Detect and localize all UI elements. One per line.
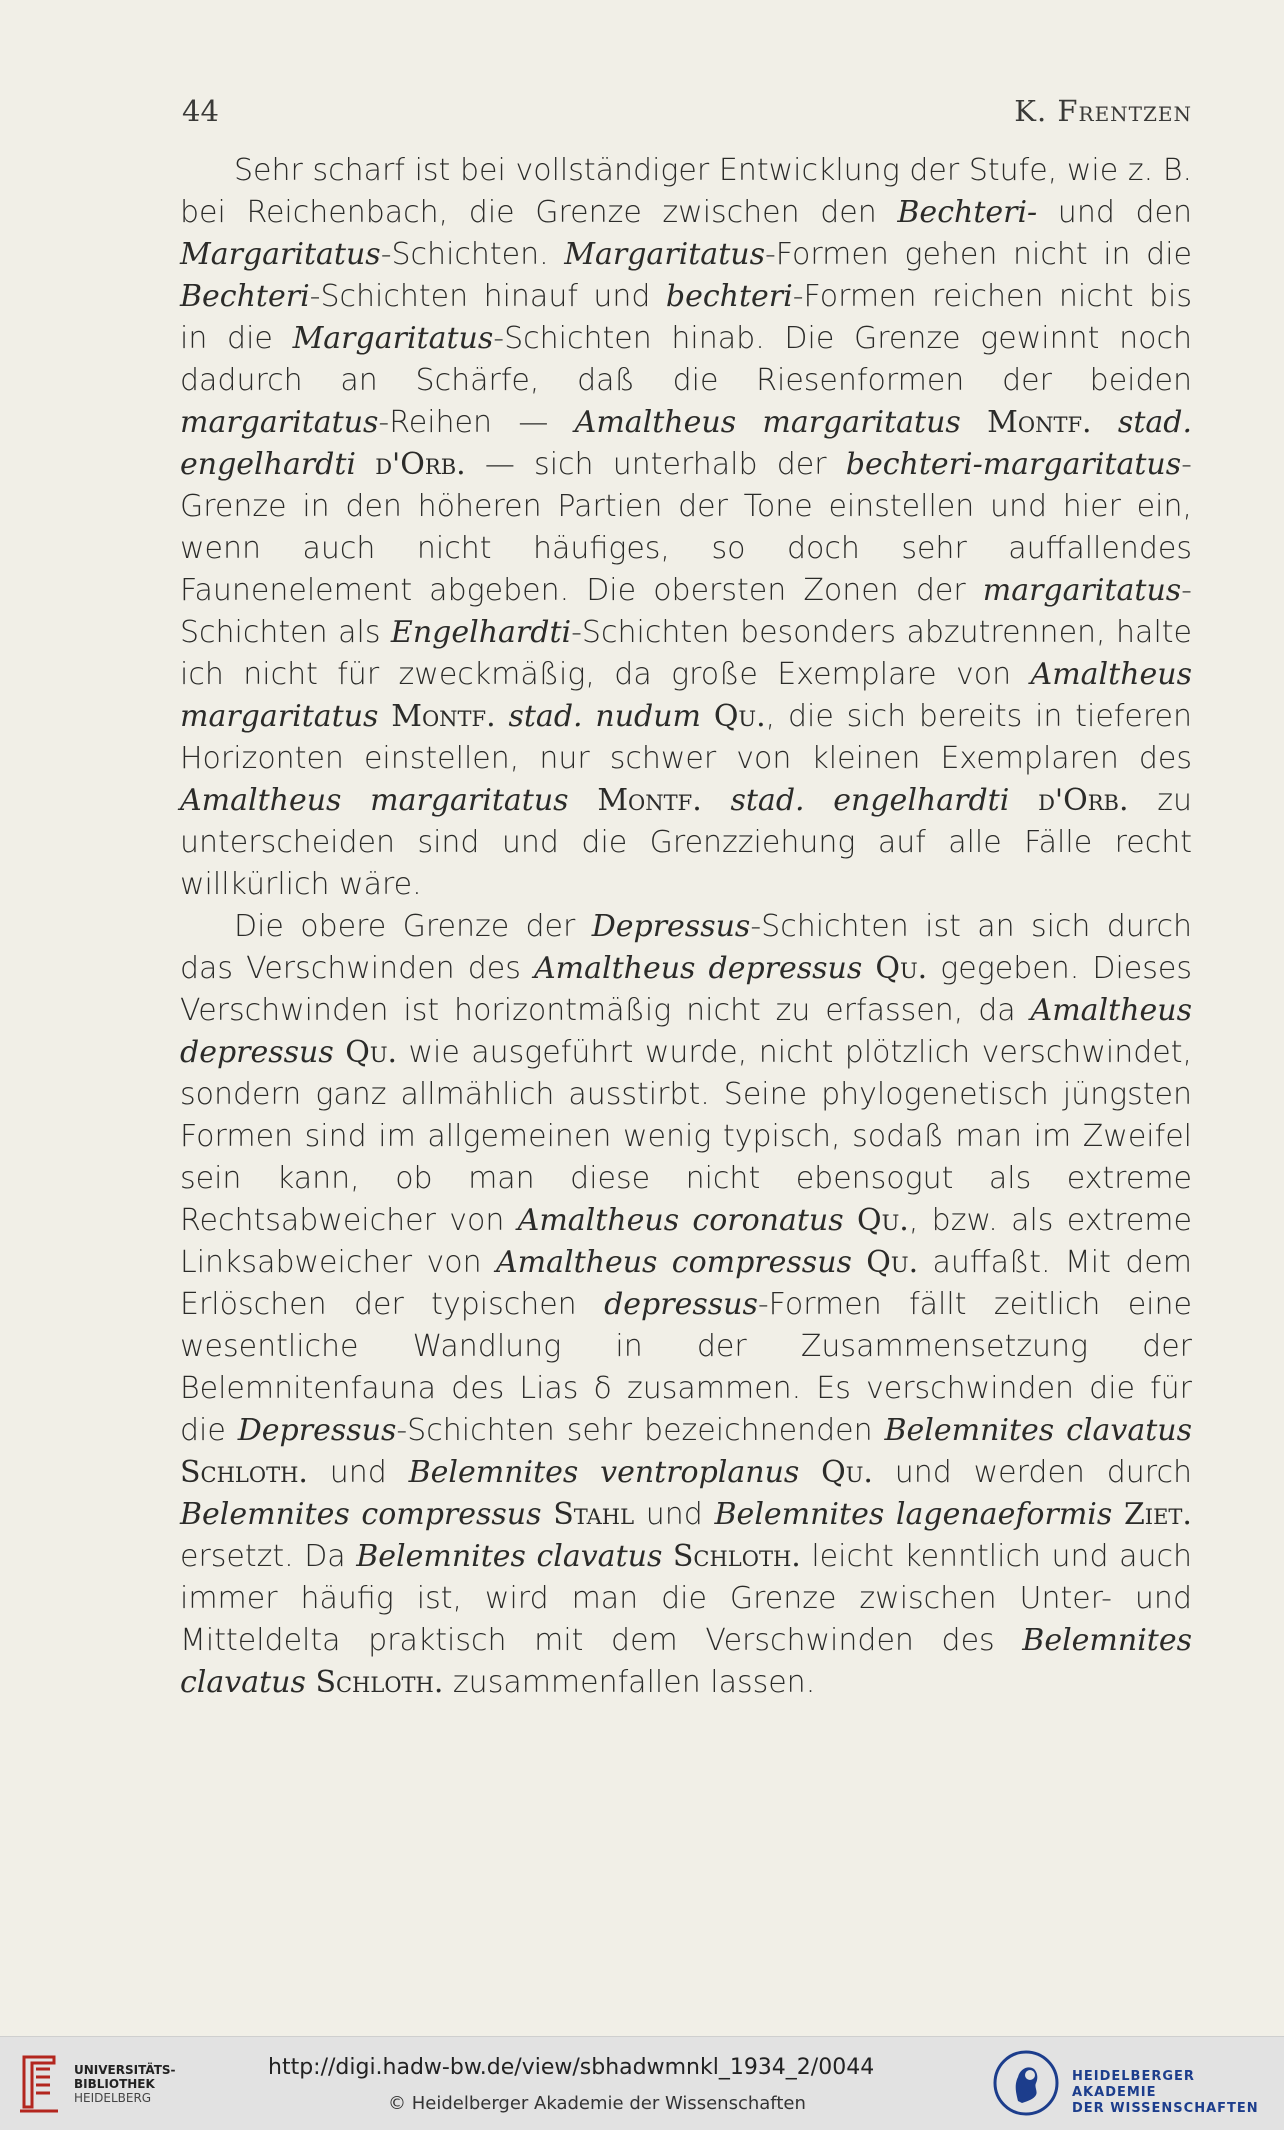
- text-run: , die sich bereits in tieferen Horizonten einstellen, nur schwer von kleinen Exemplaren des: [180, 699, 1192, 776]
- species-name: Belemnites clavatus: [356, 1539, 663, 1574]
- permalink-url[interactable]: http://digi.hadw-bw.de/view/sbhadwmnkl_1934_2/0044: [268, 2055, 875, 2080]
- text-run: [334, 1035, 345, 1070]
- text-run: [306, 1665, 316, 1700]
- species-name: margaritatus: [982, 573, 1182, 608]
- author-abbreviation: d'Orb.: [1038, 783, 1129, 818]
- species-name: Depressus: [237, 1413, 397, 1448]
- text-run: -Schichten besonders abzutrennen, halte ich nicht für zweckmäßig, da große Exemplare von: [180, 615, 1192, 692]
- text-run: Sehr scharf ist bei vollständiger Entwicklung der Stufe, wie z. B. bei Reichenbach, die Grenze zwischen den: [180, 153, 1192, 230]
- hadw-portrait-seal-icon: [992, 2049, 1060, 2117]
- text-run: [496, 699, 509, 734]
- text-run: -Schichten ist an sich durch das Verschwinden des: [180, 909, 1192, 986]
- text-run: wie ausgeführt wurde, nicht plötzlich verschwindet, sondern ganz allmählich ausstirbt. Seine phylogenetisch jüngsten Formen sind im allgemeinen wenig typisch, sodaß man im Zweifel sein kann, ob man diese nicht ebensogut als extreme Rechtsabweicher von: [180, 1035, 1193, 1238]
- text-run: und den: [1037, 195, 1192, 230]
- author-abbreviation: Qu.: [345, 1035, 398, 1070]
- text-run: [1112, 1497, 1124, 1532]
- paragraph-2: [180, 906, 1192, 1704]
- author-abbreviation: Qu.: [866, 1245, 919, 1280]
- text-run: auffaßt. Mit dem Erlöschen der typischen: [180, 1245, 1192, 1322]
- species-name: Belemnites clavatus: [884, 1413, 1192, 1448]
- text-run: [702, 783, 731, 818]
- author-abbreviation: Qu.: [821, 1455, 873, 1490]
- author-abbreviation: Qu.: [856, 1203, 909, 1238]
- text-run: -Grenze in den höheren Partien der Tone einstellen und hier ein, wenn auch nicht häufiges, so doch sehr auffallendes Faunenelement abgeben. Die obersten Zonen der: [180, 447, 1192, 608]
- author-abbreviation: Montf.: [391, 699, 496, 734]
- text-run: , bzw. als extreme Linksabweicher von: [180, 1203, 1192, 1280]
- text-run: [1009, 783, 1038, 818]
- text-run: und: [307, 1455, 409, 1490]
- text-run: -Schichten hinauf und: [309, 279, 666, 314]
- species-name: Belemnites ventroplanus: [408, 1455, 800, 1490]
- text-run: [569, 783, 598, 818]
- text-run: -Schichten hinab. Die Grenze gewinnt noch dadurch an Schärfe, daß die Riesenformen der beiden: [180, 321, 1192, 398]
- species-name: Amaltheus depressus: [180, 993, 1192, 1070]
- text-run: ersetzt. Da: [180, 1539, 357, 1574]
- species-name: Margaritatus: [564, 237, 765, 272]
- species-name: Amaltheus coronatus: [517, 1203, 844, 1238]
- species-name: bechteri: [665, 279, 793, 314]
- author-abbreviation: Schloth.: [315, 1665, 444, 1700]
- author-abbreviation: Montf.: [597, 783, 702, 818]
- running-head: K. Frentzen: [1014, 94, 1192, 128]
- species-name: Margaritatus: [292, 321, 494, 356]
- text-run: leicht kenntlich und auch immer häufig ist, wird man die Grenze zwischen Unter- und Mitteldelta praktisch mit dem Verschwinden des: [180, 1539, 1192, 1658]
- text-run: [844, 1203, 857, 1238]
- author-abbreviation: Qu.: [875, 951, 928, 986]
- body-text: [180, 150, 1192, 1704]
- ub-line-3: HEIDELBERG: [74, 2091, 152, 2105]
- author-abbreviation: Schloth.: [180, 1455, 308, 1490]
- species-name: Bechteri-: [897, 195, 1038, 230]
- text-run: [1092, 405, 1118, 440]
- species-name: stad. engelhardti: [730, 783, 1010, 818]
- species-name: Amaltheus margaritatus: [574, 405, 961, 440]
- text-run: [852, 1245, 866, 1280]
- species-name: Belemnites clavatus: [180, 1623, 1192, 1700]
- text-run: [662, 1539, 673, 1574]
- species-name: Margaritatus: [180, 237, 381, 272]
- author-abbreviation: Schloth.: [672, 1539, 801, 1574]
- ub-heidelberg-logo-icon: [14, 2051, 64, 2117]
- ub-line-1: UNIVERSITÄTS-: [74, 2063, 176, 2077]
- hadw-line-2: DER WISSENSCHAFTEN: [1072, 2101, 1259, 2116]
- species-name: stad. nudum: [508, 699, 701, 734]
- text-run: — sich unterhalb der: [465, 447, 846, 482]
- ub-line-2: BIBLIOTHEK: [74, 2077, 155, 2091]
- text-run: gegeben. Dieses Verschwinden ist horizontmäßig nicht zu erfassen, da: [180, 951, 1192, 1028]
- ub-heidelberg-name: [74, 2063, 176, 2105]
- text-run: und werden durch: [872, 1455, 1192, 1490]
- text-run: [799, 1455, 821, 1490]
- text-run: [701, 699, 714, 734]
- species-name: Engelhardti: [390, 615, 572, 650]
- species-name: Depressus: [591, 909, 751, 944]
- text-run: [542, 1497, 554, 1532]
- species-name: Bechteri: [180, 279, 310, 314]
- paragraph-1: [180, 150, 1192, 906]
- page-header: [182, 94, 1192, 134]
- species-name: Belemnites compressus: [180, 1497, 542, 1532]
- text-run: zu unterscheiden sind und die Grenzziehung auf alle Fälle recht willkürlich wäre.: [180, 783, 1193, 902]
- text-run: -Reihen —: [378, 405, 575, 440]
- species-name: Amaltheus margaritatus: [180, 783, 569, 818]
- viewer-footer: [0, 2036, 1284, 2130]
- text-run: -Schichten.: [380, 237, 565, 272]
- copyright-notice: © Heidelberger Akademie der Wissenschaften: [388, 2093, 806, 2114]
- species-name: bechteri-margaritatus: [845, 447, 1182, 482]
- species-name: Amaltheus compressus: [495, 1245, 852, 1280]
- text-run: -Formen gehen nicht in die: [764, 237, 1192, 272]
- text-run: -Formen fällt zeitlich eine wesentliche Wandlung in der Zusammensetzung der Belemnitenfauna des Lias δ zusammen. Es verschwinden die für die: [180, 1287, 1192, 1448]
- hadw-line-1: HEIDELBERGER AKADEMIE: [1072, 2069, 1195, 2100]
- species-name: stad. engelhardti: [180, 405, 1192, 482]
- author-abbreviation: Montf.: [987, 405, 1092, 440]
- text-run: Die obere Grenze der: [234, 909, 592, 944]
- species-name: margaritatus: [180, 405, 379, 440]
- text-run: [862, 951, 875, 986]
- text-run: -Schichten als: [180, 573, 1192, 650]
- text-run: und: [634, 1497, 715, 1532]
- text-run: zusammenfallen lassen.: [443, 1665, 816, 1700]
- author-abbreviation: Stahl: [553, 1497, 635, 1532]
- page-number: 44: [182, 94, 219, 128]
- author-abbreviation: d'Orb.: [375, 447, 466, 482]
- species-name: Amaltheus depressus: [533, 951, 863, 986]
- text-run: [961, 405, 987, 440]
- species-name: depressus: [604, 1287, 758, 1322]
- text-run: -Schichten sehr bezeichnenden: [396, 1413, 885, 1448]
- author-abbreviation: Qu.: [713, 699, 766, 734]
- species-name: Belemnites lagenaeformis: [714, 1497, 1113, 1532]
- text-run: [378, 699, 391, 734]
- text-run: -Formen reichen nicht bis in die: [180, 279, 1192, 356]
- author-abbreviation: Ziet.: [1123, 1497, 1192, 1532]
- text-run: [356, 447, 375, 482]
- hadw-name: [1072, 2069, 1284, 2117]
- species-name: Amaltheus margaritatus: [180, 657, 1192, 734]
